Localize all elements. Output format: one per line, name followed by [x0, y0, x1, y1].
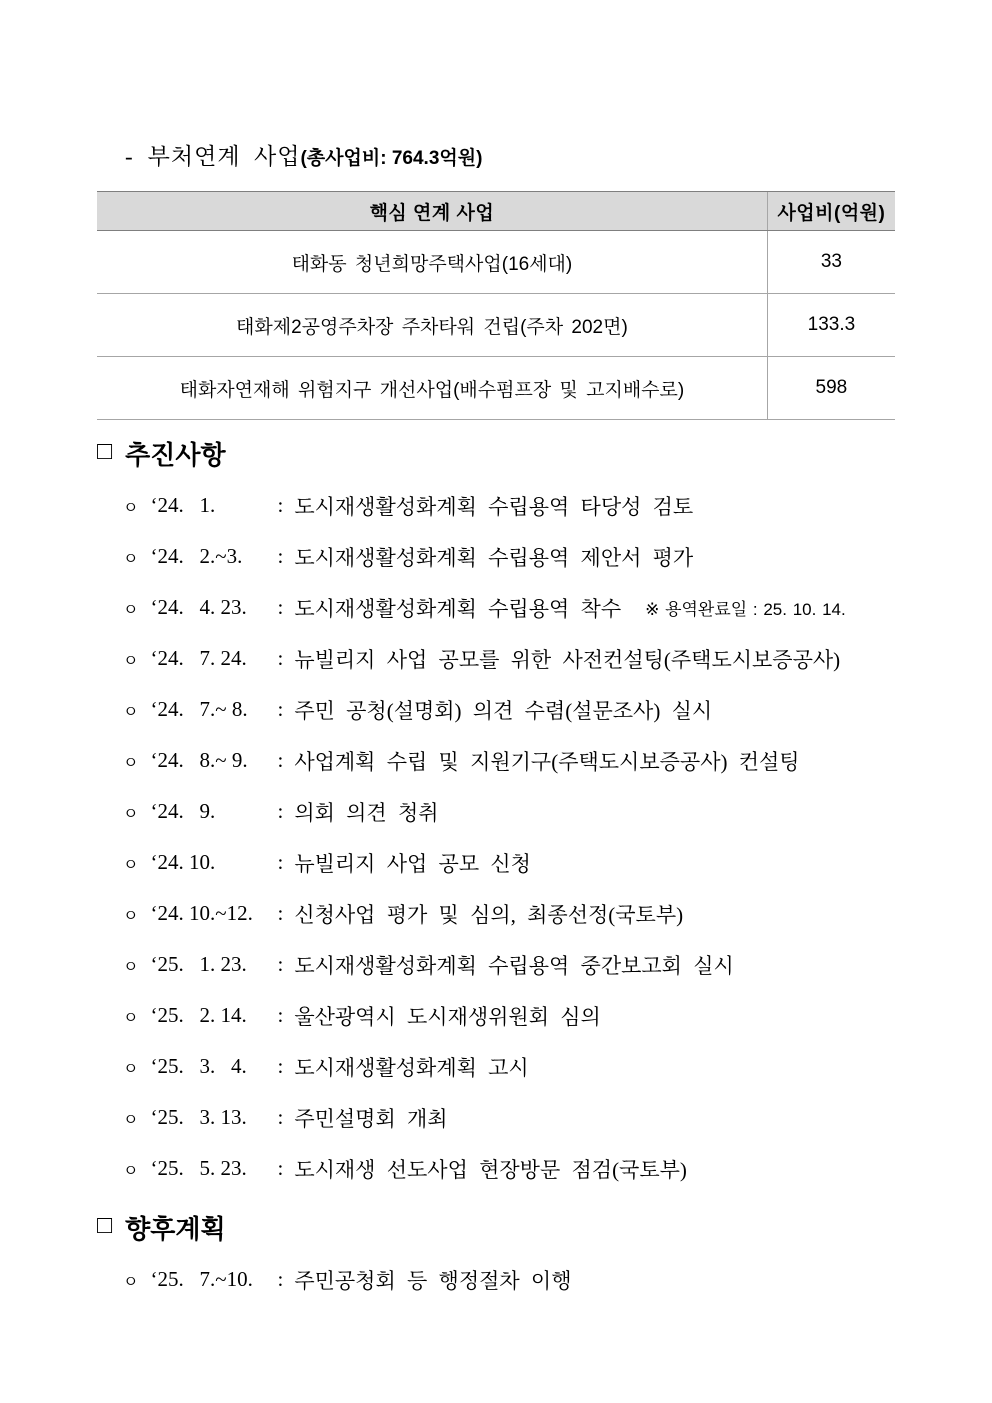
timeline-colon: :	[277, 901, 284, 925]
timeline-colon: :	[277, 697, 284, 721]
linked-projects-table	[97, 191, 895, 420]
timeline-item	[123, 837, 895, 888]
timeline-item	[123, 1143, 895, 1194]
timeline-text: 도시재생활성화계획 수립용역 중간보고회 실시	[294, 953, 734, 978]
section-title: 추진사항	[125, 440, 226, 470]
table-row	[97, 231, 895, 294]
table-row	[97, 294, 895, 357]
subheading	[125, 138, 895, 171]
table-cell-project-name: 태화동 청년희망주택사업(16세대)	[97, 231, 767, 294]
timeline-text: 도시재생활성화계획 고시	[294, 1055, 529, 1080]
timeline-colon: :	[277, 646, 284, 670]
progress-timeline-list	[97, 480, 895, 1194]
timeline-colon: :	[277, 748, 284, 772]
table-cell-project-name: 태화자연재해 위험지구 개선사업(배수펌프장 및 고지배수로)	[97, 357, 767, 420]
circle-bullet-icon: ㅇ	[123, 959, 139, 976]
timeline-date: ‘24. 10.~12.	[150, 901, 253, 925]
timeline-text: 도시재생활성화계획 수립용역 제안서 평가	[294, 545, 694, 570]
timeline-text: 뉴빌리지 사업 공모 신청	[294, 851, 531, 876]
section-heading-progress	[97, 435, 895, 472]
timeline-item	[123, 786, 895, 837]
timeline-text: 도시재생 선도사업 현장방문 점검(국토부)	[294, 1157, 687, 1182]
timeline-text: 주민설명회 개최	[294, 1106, 448, 1131]
timeline-date: ‘24. 4. 23.	[150, 595, 247, 619]
timeline-item	[123, 1092, 895, 1143]
timeline-date: ‘25. 2. 14.	[150, 1003, 247, 1027]
timeline-colon: :	[277, 799, 284, 823]
timeline-item	[123, 684, 895, 735]
timeline-colon: :	[277, 493, 284, 517]
timeline-colon: :	[277, 544, 284, 568]
section-title: 향후계획	[125, 1214, 226, 1244]
circle-bullet-icon: ㅇ	[123, 755, 139, 772]
timeline-date: ‘24. 2.~3.	[150, 544, 243, 568]
table-body	[97, 231, 895, 420]
square-bullet-icon: □	[97, 437, 113, 465]
timeline-date: ‘25. 3. 4.	[150, 1054, 247, 1078]
timeline-text: 울산광역시 도시재생위원회 심의	[294, 1004, 601, 1029]
circle-bullet-icon: ㅇ	[123, 908, 139, 925]
table-header-cost: 사업비(억원)	[767, 192, 895, 231]
circle-bullet-icon: ㅇ	[123, 602, 139, 619]
circle-bullet-icon: ㅇ	[123, 857, 139, 874]
timeline-colon: :	[277, 1003, 284, 1027]
circle-bullet-icon: ㅇ	[123, 500, 139, 517]
timeline-text: 의회 의견 청취	[294, 800, 439, 825]
circle-bullet-icon: ㅇ	[123, 1010, 139, 1027]
subheading-total-cost: (총사업비: 764.3억원)	[300, 148, 483, 169]
timeline-item	[123, 888, 895, 939]
timeline-colon: :	[277, 1054, 284, 1078]
timeline-colon: :	[277, 850, 284, 874]
timeline-colon: :	[277, 1105, 284, 1129]
timeline-colon: :	[277, 1267, 284, 1291]
timeline-item	[123, 1041, 895, 1092]
timeline-text: 사업계획 수립 및 지원기구(주택도시보증공사) 컨설팅	[294, 749, 800, 774]
timeline-text: 도시재생활성화계획 수립용역 착수	[294, 596, 622, 621]
timeline-text: 도시재생활성화계획 수립용역 타당성 검토	[294, 494, 694, 519]
timeline-text: 뉴빌리지 사업 공모를 위한 사전컨설팅(주택도시보증공사)	[294, 647, 841, 672]
timeline-item	[123, 582, 895, 633]
timeline-date: ‘25. 5. 23.	[150, 1156, 247, 1180]
timeline-date: ‘24. 9.	[150, 799, 216, 823]
circle-bullet-icon: ㅇ	[123, 1163, 139, 1180]
table-cell-cost: 598	[767, 357, 895, 420]
section-heading-future-plan	[97, 1209, 895, 1246]
future-plan-timeline-list	[97, 1254, 895, 1305]
timeline-date: ‘24. 10.	[150, 850, 216, 874]
timeline-date: ‘24. 8.~ 9.	[150, 748, 248, 772]
square-bullet-icon: □	[97, 1211, 113, 1239]
table-header-row	[97, 192, 895, 231]
timeline-text: 주민공청회 등 행정절차 이행	[294, 1268, 572, 1293]
circle-bullet-icon: ㅇ	[123, 1061, 139, 1078]
timeline-item	[123, 1254, 895, 1305]
timeline-colon: :	[277, 595, 284, 619]
timeline-text: 신청사업 평가 및 심의, 최종선정(국토부)	[294, 902, 684, 927]
subheading-dash: -	[125, 144, 134, 169]
timeline-date: ‘25. 1. 23.	[150, 952, 247, 976]
timeline-item	[123, 633, 895, 684]
timeline-date: ‘25. 7.~10.	[150, 1267, 253, 1291]
timeline-text: 주민 공청(설명회) 의견 수렴(설문조사) 실시	[294, 698, 713, 723]
circle-bullet-icon: ㅇ	[123, 806, 139, 823]
subheading-title: 부처연계 사업	[147, 144, 301, 169]
table-cell-cost: 33	[767, 231, 895, 294]
timeline-date: ‘24. 7.~ 8.	[150, 697, 248, 721]
circle-bullet-icon: ㅇ	[123, 1274, 139, 1291]
circle-bullet-icon: ㅇ	[123, 551, 139, 568]
timeline-item	[123, 531, 895, 582]
timeline-item	[123, 735, 895, 786]
circle-bullet-icon: ㅇ	[123, 704, 139, 721]
table-cell-project-name: 태화제2공영주차장 주차타워 건립(주차 202면)	[97, 294, 767, 357]
table-cell-cost: 133.3	[767, 294, 895, 357]
timeline-colon: :	[277, 952, 284, 976]
timeline-date: ‘24. 1.	[150, 493, 216, 517]
timeline-note: ※ 용역완료일 : 25. 10. 14.	[645, 600, 846, 619]
timeline-date: ‘24. 7. 24.	[150, 646, 247, 670]
timeline-item	[123, 990, 895, 1041]
timeline-item	[123, 939, 895, 990]
timeline-item	[123, 480, 895, 531]
table-row	[97, 357, 895, 420]
table-header-project: 핵심 연계 사업	[97, 192, 767, 231]
circle-bullet-icon: ㅇ	[123, 653, 139, 670]
timeline-colon: :	[277, 1156, 284, 1180]
timeline-date: ‘25. 3. 13.	[150, 1105, 247, 1129]
circle-bullet-icon: ㅇ	[123, 1112, 139, 1129]
